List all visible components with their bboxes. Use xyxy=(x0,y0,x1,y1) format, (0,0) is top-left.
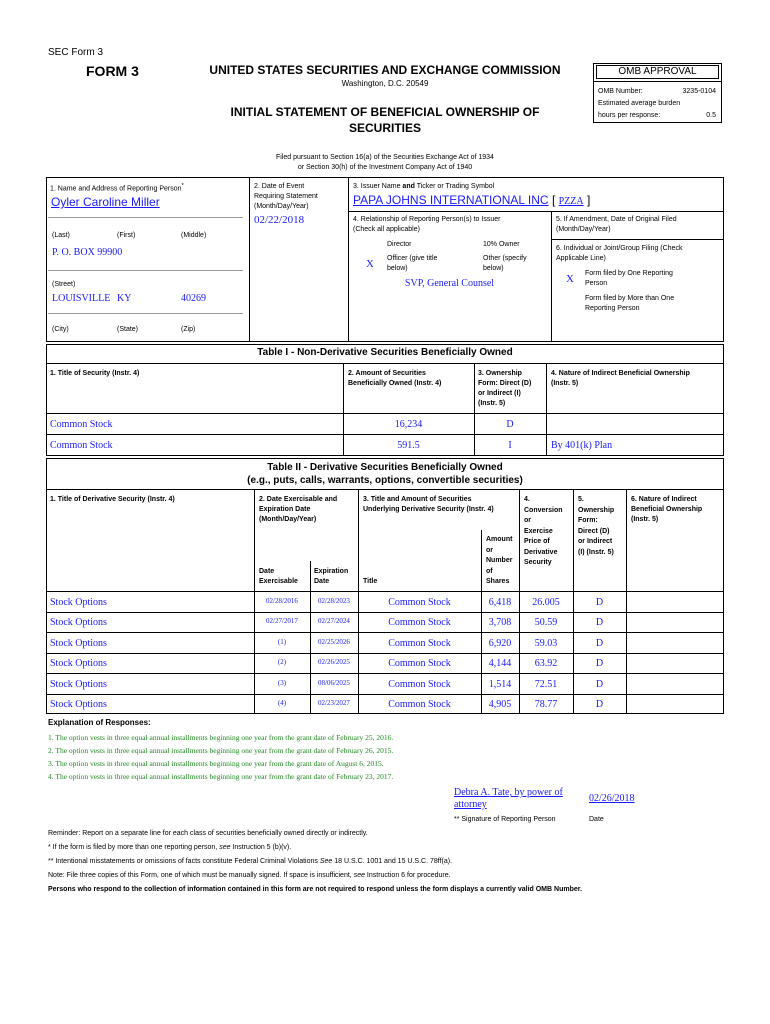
one-person-check-mark[interactable]: X xyxy=(566,273,574,285)
first-label: (First) xyxy=(117,232,136,239)
derivative-title: Stock Options xyxy=(50,597,107,608)
sub-amount: Amount or Number of Shares xyxy=(486,536,513,585)
officer-title: SVP, General Counsel xyxy=(404,278,495,289)
underlying-title: Common Stock xyxy=(388,617,451,628)
underlying-title: Common Stock xyxy=(388,679,451,690)
underlying-shares: 6,418 xyxy=(488,597,512,608)
underlying-shares: 1,514 xyxy=(488,679,512,690)
middle-label: (Middle) xyxy=(181,232,207,239)
signature-date: 02/26/2018 xyxy=(589,793,635,804)
security-title: Common Stock xyxy=(50,419,113,430)
expiration-date: 02/28/2023 xyxy=(318,597,350,605)
ownership-form: D xyxy=(595,638,604,649)
agency-location: Washington, D.C. 20549 xyxy=(341,79,429,88)
officer-check-mark[interactable]: X xyxy=(366,258,374,270)
security-amount: 16,234 xyxy=(394,419,423,430)
exercise-price: 26.005 xyxy=(532,597,560,608)
sec-form-label: SEC Form 3 xyxy=(48,47,104,58)
expiration-date: 02/23/2027 xyxy=(318,699,350,707)
table-1-title: Table I - Non-Derivative Securities Beneficially Owned xyxy=(257,347,513,358)
state-label: (State) xyxy=(117,326,139,333)
expiration-date: 02/27/2024 xyxy=(318,617,350,625)
derivative-title: Stock Options xyxy=(50,617,107,628)
footnote-4: 4. The option vests in three equal annual installments beginning one year from the grant date of February 23, 2017. xyxy=(48,772,394,781)
relationship-label: 4. Relationship of Reporting Person(s) to Issuer (Check all applicable) xyxy=(353,216,501,233)
zip-label: (Zip) xyxy=(181,326,196,333)
ownership-form: D xyxy=(595,679,604,690)
exercise-price: 78.77 xyxy=(534,699,558,710)
signature-label: ** Signature of Reporting Person xyxy=(454,816,556,823)
ownership-form: D xyxy=(595,617,604,628)
state-value: KY xyxy=(117,293,132,304)
city-label: (City) xyxy=(52,326,69,333)
table-1-col-ownership: 3. Ownership Form: Direct (D) or Indirect (I) (Instr. 5) xyxy=(478,370,532,407)
form-title: INITIAL STATEMENT OF BENEFICIAL OWNERSHIP OF SECURITIES xyxy=(230,105,540,135)
underlying-shares: 6,920 xyxy=(488,638,512,649)
underlying-title: Common Stock xyxy=(388,699,451,710)
zip-value: 40269 xyxy=(181,293,206,304)
issuer-label: 3. Issuer Name and Ticker or Trading Symbol xyxy=(353,183,495,190)
derivative-title: Stock Options xyxy=(50,638,107,649)
date-exercisable: (1) xyxy=(277,638,287,646)
date-exercisable: 02/27/2017 xyxy=(266,617,298,625)
event-date-label: 2. Date of Event Requiring Statement (Month/Day/Year) xyxy=(254,183,318,210)
expiration-date: 08/06/2025 xyxy=(318,679,350,687)
derivative-title: Stock Options xyxy=(50,679,107,690)
issuer-name: PAPA JOHNS INTERNATIONAL INC xyxy=(353,193,549,207)
street-value: P. O. BOX 99900 xyxy=(52,247,123,258)
derivative-title: Stock Options xyxy=(50,658,107,669)
footnote-3: 3. The option vests in three equal annual installments beginning one year from the grant date of August 6, 2015. xyxy=(48,759,384,768)
reporting-person-name: Oyler Caroline Miller xyxy=(51,195,160,209)
omb-number-value: 3235-0104 xyxy=(682,88,716,95)
exercise-price: 59.03 xyxy=(534,638,558,649)
officer-option[interactable]: Officer (give title below) xyxy=(387,255,438,272)
sub-expiration-date: Expiration Date xyxy=(314,568,349,585)
omb-title: OMB APPROVAL xyxy=(596,65,719,79)
file-copies-note: Note: File three copies of this Form, one of which must be manually signed. If space is insufficient, see Instruction 6 for procedure. xyxy=(48,872,451,879)
ticker-bracket-open: [ xyxy=(551,193,556,207)
ownership-nature: By 401(k) Plan xyxy=(551,440,613,451)
expiration-date: 02/25/2026 xyxy=(318,638,350,646)
ownership-form: D xyxy=(595,658,604,669)
director-option[interactable]: Director xyxy=(387,241,412,248)
date-label: Date xyxy=(589,816,604,823)
date-exercisable: (4) xyxy=(277,699,287,707)
ticker-bracket-close: ] xyxy=(586,193,591,207)
table-2-col-title: 1. Title of Derivative Security (Instr. 4) xyxy=(50,496,175,503)
issuer-ticker: PZZA xyxy=(558,196,584,207)
derivative-title: Stock Options xyxy=(50,699,107,710)
footnote-1: 1. The option vests in three equal annual installments beginning one year from the grant date of February 25, 2016. xyxy=(48,733,394,742)
sub-date-exercisable: Date Exercisable xyxy=(259,568,298,585)
table-1-col-title: 1. Title of Security (Instr. 4) xyxy=(50,370,140,377)
reminder-text: Reminder: Report on a separate line for each class of securities beneficially owned directly or indirectly. xyxy=(48,830,368,837)
table-2-title: Table II - Derivative Securities Beneficially Owned (e.g., puts, calls, warrants, options, convertible securities) xyxy=(247,462,523,486)
ownership-form: D xyxy=(595,597,604,608)
underlying-shares: 4,144 xyxy=(488,658,512,669)
table-2-col-nature: 6. Nature of Indirect Beneficial Ownership (Instr. 5) xyxy=(631,496,703,523)
security-amount: 591.5 xyxy=(397,440,420,451)
omb-burden-label: Estimated average burden xyxy=(598,100,681,107)
exercise-price: 72.51 xyxy=(534,679,558,690)
city-value: LOUISVILLE xyxy=(52,293,111,304)
exercise-price: 63.92 xyxy=(534,658,558,669)
expiration-date: 02/26/2025 xyxy=(318,658,350,666)
ownership-form: I xyxy=(508,440,512,451)
table-2-col-conversion: 4. Conversion or Exercise Price of Derivative Security xyxy=(524,496,563,566)
security-title: Common Stock xyxy=(50,440,113,451)
table-1-col-amount: 2. Amount of Securities Beneficially Owned (Instr. 4) xyxy=(348,370,442,387)
omb-disclaimer: Persons who respond to the collection of information contained in this form are not required to respond unless the form displays a currently valid OMB Number. xyxy=(48,886,583,893)
underlying-title: Common Stock xyxy=(388,638,451,649)
explanation-notes xyxy=(48,731,393,783)
street-label: (Street) xyxy=(52,281,76,288)
table-2-col-underlying: 3. Title and Amount of Securities Underlying Derivative Security (Instr. 4) xyxy=(363,496,494,513)
more-persons-option[interactable]: Form filed by More than One Reporting Person xyxy=(585,295,675,312)
date-exercisable: (2) xyxy=(277,658,287,666)
signature-name: Debra A. Tate, by power of attorney xyxy=(454,787,563,810)
star-note: * If the form is filed by more than one reporting person, see Instruction 5 (b)(v). xyxy=(48,844,292,851)
omb-hours-label: hours per response: xyxy=(598,112,661,119)
omb-hours-value: 0.5 xyxy=(706,112,716,119)
filed-pursuant: Filed pursuant to Section 16(a) of the Securities Exchange Act of 1934 or Section 30(h) of the Investment Company Act of 1940 xyxy=(276,154,494,171)
one-person-option[interactable]: Form filed by One Reporting Person xyxy=(585,270,673,287)
date-exercisable: (3) xyxy=(277,679,287,687)
ownership-form: D xyxy=(595,699,604,710)
date-exercisable: 02/28/2016 xyxy=(266,597,298,605)
table-2-col-ownership: 5. Ownership Form: Direct (D) or Indirect (I) (Instr. 5) xyxy=(578,496,615,556)
explanation-title: Explanation of Responses: xyxy=(48,718,151,727)
underlying-title: Common Stock xyxy=(388,597,451,608)
exercise-price: 50.59 xyxy=(534,617,558,628)
other-option[interactable]: Other (specify below) xyxy=(483,255,527,272)
footnote-2: 2. The option vests in three equal annual installments beginning one year from the grant date of February 26, 2015. xyxy=(48,746,394,755)
table-2-col-dates: 2. Date Exercisable and Expiration Date (Month/Day/Year) xyxy=(259,496,338,523)
filing-label: 6. Individual or Joint/Group Filing (Check Applicable Line) xyxy=(556,245,683,262)
omb-number-label: OMB Number: xyxy=(598,88,643,95)
event-date-value: 02/22/2018 xyxy=(254,214,305,226)
underlying-shares: 3,708 xyxy=(488,617,512,628)
amendment-label: 5. If Amendment, Date of Original Filed (Month/Day/Year) xyxy=(556,216,677,233)
agency-name: UNITED STATES SECURITIES AND EXCHANGE COMMISSION xyxy=(209,63,561,77)
double-star-note: ** Intentional misstatements or omissions of facts constitute Federal Criminal Violations See 18 U.S.C. 1001 and 15 U.S.C. 78ff(a). xyxy=(48,858,453,865)
underlying-shares: 4,905 xyxy=(488,699,512,710)
form-number: FORM 3 xyxy=(86,63,139,79)
reporting-person-label: 1. Name and Address of Reporting Person* xyxy=(50,183,184,193)
table-1-col-nature: 4. Nature of Indirect Beneficial Ownership (Instr. 5) xyxy=(551,370,690,387)
last-label: (Last) xyxy=(52,232,70,239)
sub-title: Title xyxy=(363,578,378,585)
issuer-name-line xyxy=(353,193,590,207)
ownership-form: D xyxy=(506,419,514,430)
underlying-title: Common Stock xyxy=(388,658,451,669)
ten-percent-owner-option[interactable]: 10% Owner xyxy=(483,241,520,248)
